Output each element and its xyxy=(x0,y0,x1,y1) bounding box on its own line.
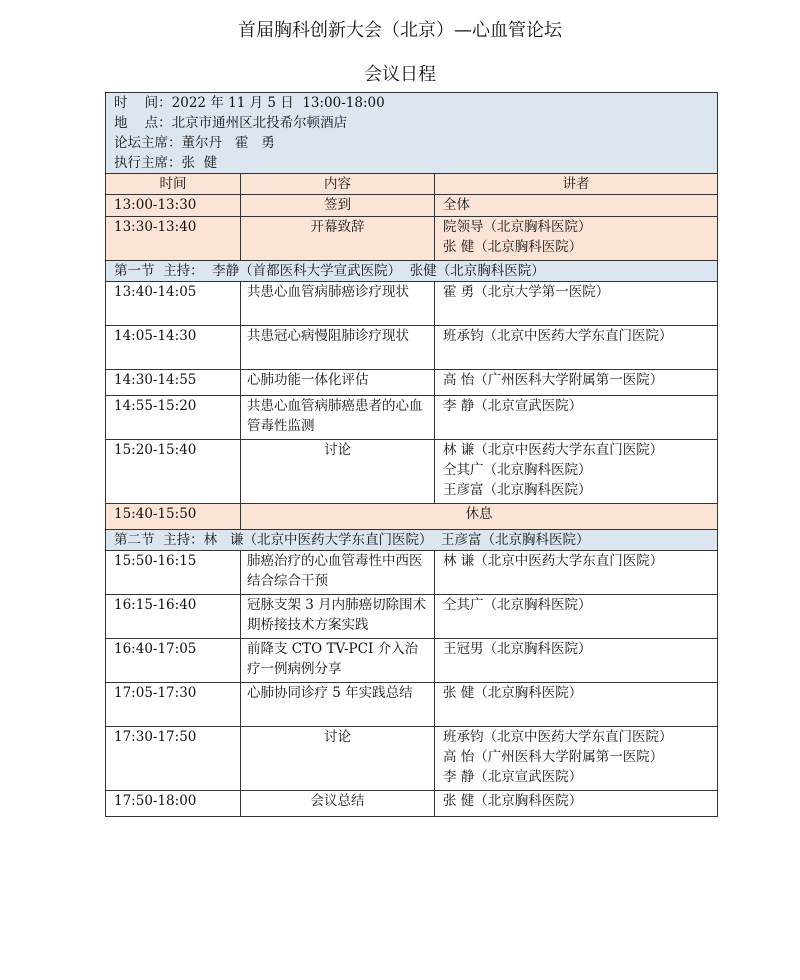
table-row xyxy=(106,282,718,326)
speaker-name: 仝其广（北京胸科医院） xyxy=(443,462,592,478)
time-cell: 17:30-17:50 xyxy=(106,727,241,791)
table-row xyxy=(106,326,718,370)
table-row xyxy=(106,683,718,727)
content-cell: 讨论 xyxy=(241,440,435,504)
speaker-cell xyxy=(435,217,718,261)
speaker-cell xyxy=(435,195,718,217)
section-row xyxy=(106,261,718,282)
info-exec-chair: 执行主席：张 健 xyxy=(114,155,218,171)
section-row xyxy=(106,530,718,551)
header-time: 时间 xyxy=(106,174,241,195)
table-row xyxy=(106,370,718,396)
time-cell: 14:05-14:30 xyxy=(106,326,241,370)
speaker-cell xyxy=(435,282,718,326)
speaker-name: 高 怡（广州医科大学附属第一医院） xyxy=(443,372,664,388)
content-cell: 共患冠心病慢阻肺诊疗现状 xyxy=(241,326,435,370)
table-row xyxy=(106,195,718,217)
break-row xyxy=(106,504,718,530)
speaker-cell xyxy=(435,326,718,370)
header-content: 内容 xyxy=(241,174,435,195)
content-cell: 会议总结 xyxy=(241,791,435,817)
time-cell: 15:40-15:50 xyxy=(106,504,241,530)
table-row xyxy=(106,595,718,639)
speaker-name: 霍 勇（北京大学第一医院） xyxy=(443,284,610,300)
time-cell: 17:50-18:00 xyxy=(106,791,241,817)
header-row xyxy=(106,174,718,195)
speaker-name: 全体 xyxy=(443,197,470,213)
header-speaker: 讲者 xyxy=(435,174,718,195)
content-cell: 心肺功能一体化评估 xyxy=(241,370,435,396)
content-cell: 前降支 CTO TV-PCI 介入治疗一例病例分享 xyxy=(241,639,435,683)
info-cell xyxy=(106,93,718,174)
time-cell: 13:00-13:30 xyxy=(106,195,241,217)
speaker-cell xyxy=(435,683,718,727)
info-chairs: 论坛主席：董尔丹 霍 勇 xyxy=(114,135,275,151)
speaker-name: 李 静（北京宣武医院） xyxy=(443,398,583,414)
speaker-name: 张 健（北京胸科医院） xyxy=(443,793,583,809)
speaker-cell xyxy=(435,551,718,595)
speaker-cell xyxy=(435,370,718,396)
info-time: 时 间：2022 年 11 月 5 日 13:00-18:00 xyxy=(114,95,385,111)
content-cell: 签到 xyxy=(241,195,435,217)
table-row xyxy=(106,440,718,504)
speaker-name: 王冠男（北京胸科医院） xyxy=(443,641,592,657)
table-row xyxy=(106,551,718,595)
break-label: 休息 xyxy=(241,504,718,530)
section-label: 第二节 主持：林 谦（北京中医药大学东直门医院） 王彦富（北京胸科医院） xyxy=(106,530,718,551)
speaker-name: 张 健（北京胸科医院） xyxy=(443,239,583,255)
content-cell: 冠脉支架 3 月内肺癌切除围术期桥接技术方案实践 xyxy=(241,595,435,639)
time-cell: 15:20-15:40 xyxy=(106,440,241,504)
time-cell: 15:50-16:15 xyxy=(106,551,241,595)
time-cell: 14:30-14:55 xyxy=(106,370,241,396)
time-cell: 13:40-14:05 xyxy=(106,282,241,326)
content-cell: 讨论 xyxy=(241,727,435,791)
speaker-name: 高 怡（广州医科大学附属第一医院） xyxy=(443,749,664,765)
speaker-name: 王彦富（北京胸科医院） xyxy=(443,482,592,498)
content-cell: 开幕致辞 xyxy=(241,217,435,261)
table-row xyxy=(106,639,718,683)
speaker-cell xyxy=(435,396,718,440)
speaker-name: 班承钧（北京中医药大学东直门医院） xyxy=(443,328,673,344)
speaker-cell xyxy=(435,791,718,817)
time-cell: 17:05-17:30 xyxy=(106,683,241,727)
speaker-name: 仝其广（北京胸科医院） xyxy=(443,597,592,613)
time-cell: 14:55-15:20 xyxy=(106,396,241,440)
time-cell: 16:40-17:05 xyxy=(106,639,241,683)
speaker-cell xyxy=(435,727,718,791)
content-cell: 共患心血管病肺癌诊疗现状 xyxy=(241,282,435,326)
speaker-name: 班承钧（北京中医药大学东直门医院） xyxy=(443,729,673,745)
speaker-name: 张 健（北京胸科医院） xyxy=(443,685,583,701)
speaker-name: 院领导（北京胸科医院） xyxy=(443,219,592,235)
content-cell: 共患心血管病肺癌患者的心血管毒性监测 xyxy=(241,396,435,440)
content-cell: 心肺协同诊疗 5 年实践总结 xyxy=(241,683,435,727)
speaker-cell xyxy=(435,639,718,683)
info-place: 地 点：北京市通州区北投希尔顿酒店 xyxy=(114,115,348,131)
speaker-cell xyxy=(435,595,718,639)
speaker-cell xyxy=(435,440,718,504)
speaker-name: 林 谦（北京中医药大学东直门医院） xyxy=(443,553,664,569)
content-cell: 肺癌治疗的心血管毒性中西医结合综合干预 xyxy=(241,551,435,595)
info-row xyxy=(106,93,718,174)
table-row xyxy=(106,727,718,791)
schedule-table xyxy=(105,92,718,817)
document-subtitle: 会议日程 xyxy=(364,64,436,85)
document-title: 首届胸科创新大会（北京）—心血管论坛 xyxy=(238,20,562,41)
table-row xyxy=(106,217,718,261)
time-cell: 13:30-13:40 xyxy=(106,217,241,261)
table-row xyxy=(106,791,718,817)
table-row xyxy=(106,396,718,440)
speaker-name: 林 谦（北京中医药大学东直门医院） xyxy=(443,442,664,458)
section-label: 第一节 主持： 李静（首都医科大学宣武医院） 张健（北京胸科医院） xyxy=(106,261,718,282)
time-cell: 16:15-16:40 xyxy=(106,595,241,639)
speaker-name: 李 静（北京宣武医院） xyxy=(443,769,583,785)
